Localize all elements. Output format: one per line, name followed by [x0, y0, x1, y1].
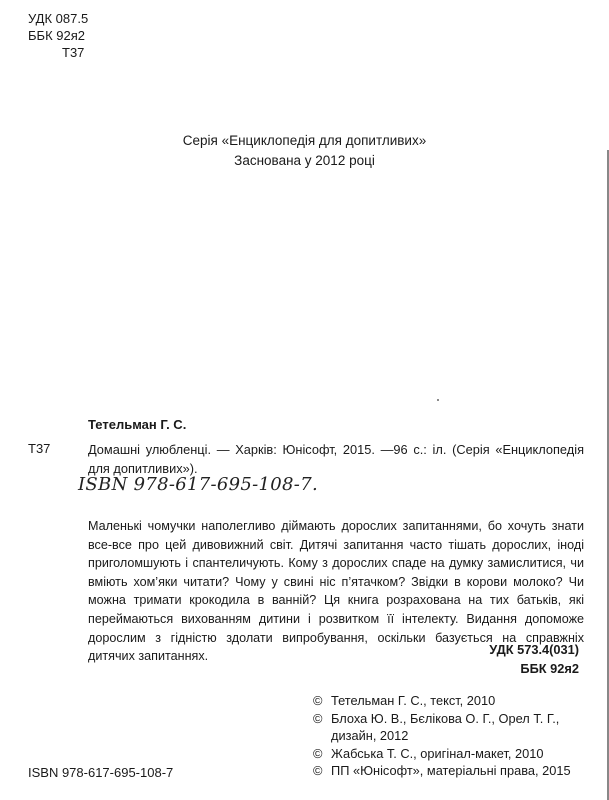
classification-block-bottom — [489, 640, 579, 678]
isbn-handwritten: ISBN 978-617-695-108-7. — [78, 474, 318, 495]
copyright-text: Жабська Т. С., оригінал-макет, 2010 — [331, 745, 544, 761]
udk-code: УДК 573.4(031) — [489, 642, 579, 657]
copyright-symbol: © — [313, 710, 323, 726]
copyright-list — [313, 692, 583, 780]
udk-code: УДК 087.5 — [28, 11, 89, 26]
copyright-item — [313, 710, 583, 728]
copyright-item — [313, 692, 583, 710]
copyright-text: Блоха Ю. В., Бєлікова О. Г., Орел Т. Г., — [331, 710, 560, 726]
classification-block-top — [28, 10, 88, 61]
copyright-text-continued: дизайн, 2012 — [331, 728, 409, 744]
copyright-item — [313, 745, 583, 763]
bibliographic-description: Домашні улюбленці. — Харків: Юнісофт, 2015. —96 с.: іл. (Серія «Енциклопедія для допитливих»). — [88, 442, 584, 476]
isbn: ISBN 978-617-695-108-7 — [28, 765, 174, 780]
author-name: Тетельман Г. С. — [88, 417, 187, 432]
scan-speck — [437, 399, 439, 401]
author-sign: Т37 — [62, 45, 85, 60]
copyright-symbol: © — [313, 693, 323, 708]
copyright-symbol: © — [313, 745, 323, 761]
series-title: Серія «Енциклопедія для допитливих» — [182, 133, 427, 148]
copyright-text: Тетельман Г. С., текст, 2010 — [331, 693, 496, 708]
copyright-text: ПП «Юнісофт», матеріальні права, 2015 — [331, 763, 571, 779]
series-info — [0, 131, 609, 171]
series-founded: Заснована у 2012 році — [234, 153, 375, 168]
author-sign-record: Т37 — [28, 441, 51, 456]
annotation-text: Маленькі чомучки наполегливо діймають дорослих запитаннями, бо хочуть знати все-все про цей дивовижний світ. Дитячі запитання часто тішать дорослих, іноді приголомшують і спантеличують. Кому з дорослих спаде на думку замислитися, чи вміють хом’яки читати? Чому у свині ніс п’ятачком? Звідки в корови молоко? Чи можна тримати крокодила в ванній? Ця книга розрахована на тих батьків, які переймаються вихованням дитини і розвитком її інтелекту. Видання допоможе дорослим з гідністю здолати випробування, оскільки базується на справжніх дитячих запитаннях. — [88, 519, 584, 664]
copyright-item — [313, 762, 583, 780]
bbk-code: ББК 92я2 — [520, 661, 579, 676]
bbk-code: ББК 92я2 — [28, 28, 85, 43]
copyright-symbol: © — [313, 763, 323, 779]
